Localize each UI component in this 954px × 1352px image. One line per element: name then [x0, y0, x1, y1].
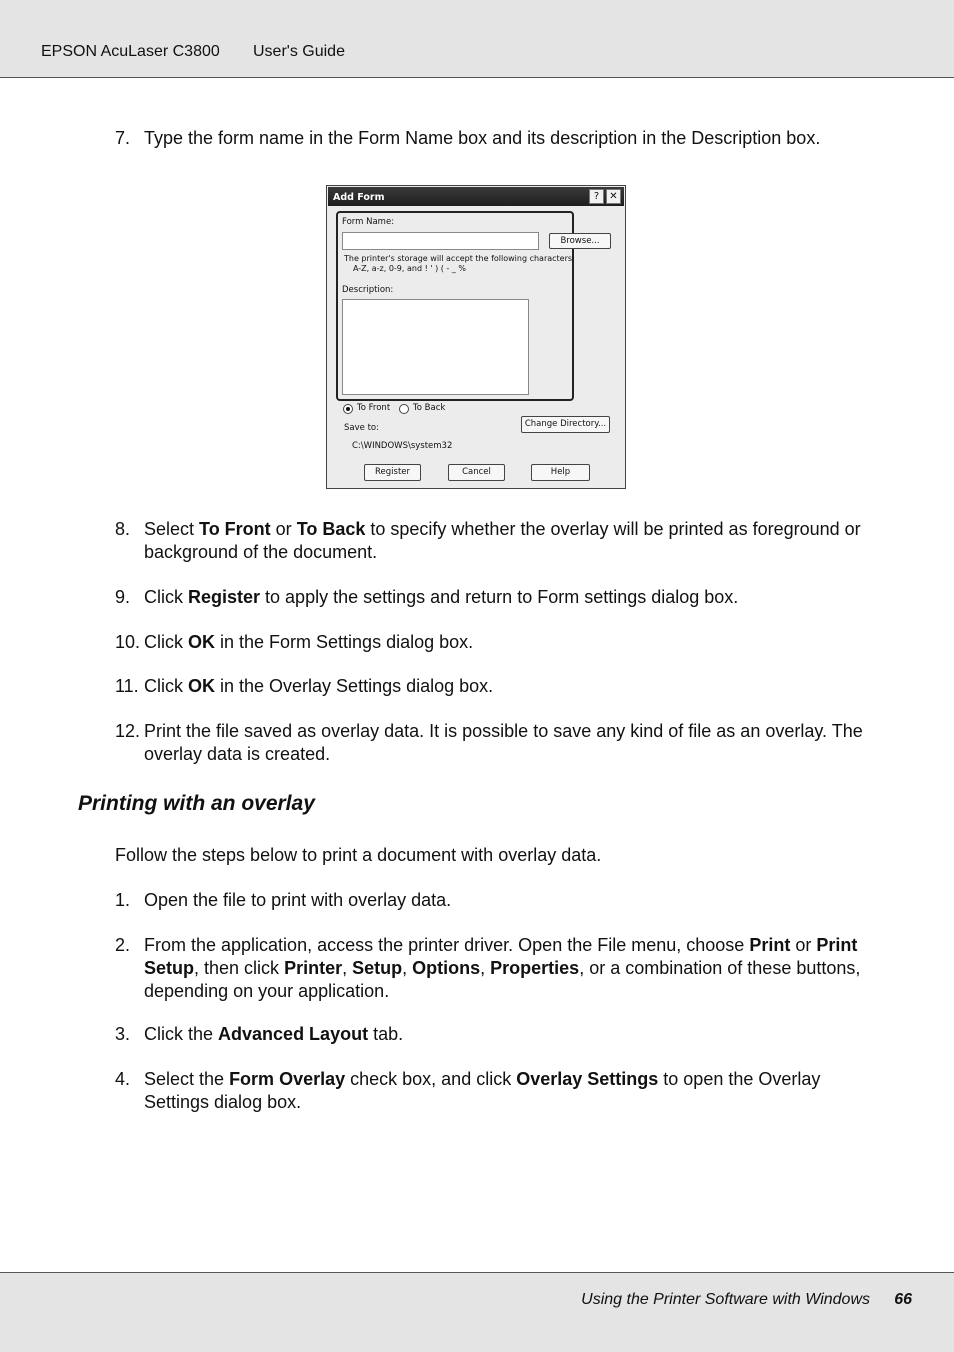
header-product: EPSON AcuLaser C3800: [41, 43, 220, 60]
step-text: [144, 934, 884, 1003]
cancel-button[interactable]: Cancel: [448, 464, 505, 481]
header-guide: User's Guide: [253, 43, 345, 60]
step-text: [144, 1023, 884, 1046]
step-text-run: to apply the settings and return to Form settings dialog box.: [260, 587, 739, 607]
step-number: 12.: [115, 721, 141, 741]
step-text-run: ,: [342, 958, 353, 978]
step-text: [144, 631, 884, 654]
description-label: Description:: [342, 285, 394, 295]
step-text-run: tab.: [368, 1024, 404, 1044]
step-text-run: , then click: [194, 958, 285, 978]
step-number: 2.: [115, 935, 131, 955]
change-directory-button[interactable]: Change Directory...: [521, 416, 610, 433]
bold-term: To Back: [296, 519, 366, 539]
bold-term: Setup: [352, 958, 403, 978]
bold-term: Form Overlay: [229, 1069, 346, 1089]
page-header: [0, 0, 954, 78]
page-number: 66: [894, 1291, 912, 1308]
step-text-run: Print the file saved as overlay data. It is possible to save any kind of file as an overlay. The overlay data is created.: [144, 721, 863, 764]
step-text-run: Type the form name in the Form Name box and its description in the Description box.: [144, 128, 821, 148]
step-text-run: to open the Overlay Settings dialog box.: [144, 1069, 821, 1112]
step-number: 9.: [115, 587, 131, 607]
add-form-dialog: [326, 185, 626, 489]
to-back-label: To Back: [413, 403, 446, 413]
step-text-run: ,: [480, 958, 491, 978]
step-text-run: Click: [144, 676, 188, 696]
to-front-label: To Front: [357, 403, 391, 413]
to-back-radio[interactable]: [399, 404, 409, 414]
page-footer: [0, 1272, 954, 1352]
help-icon[interactable]: ?: [589, 189, 604, 204]
dialog-titlebar: [328, 187, 624, 206]
bold-term: OK: [188, 632, 215, 652]
dialog-title: Add Form: [333, 192, 385, 203]
bold-term: Options: [412, 958, 481, 978]
to-front-radio[interactable]: [343, 404, 353, 414]
step-text: [144, 127, 884, 150]
step-number: 1.: [115, 890, 131, 910]
chars-note-line2: A-Z, a-z, 0-9, and ! ' ) ( - _ %: [353, 264, 466, 273]
step-text-run: Click the: [144, 1024, 219, 1044]
step-text-run: ,: [402, 958, 413, 978]
save-to-path: C:\WINDOWS\system32: [352, 441, 453, 451]
browse-button[interactable]: Browse...: [549, 233, 611, 249]
step-number: 4.: [115, 1069, 131, 1089]
step-number: 10.: [115, 632, 141, 652]
step-text-run: to specify whether the overlay will be printed as foreground or background of the document.: [144, 519, 861, 562]
step-number: 3.: [115, 1024, 131, 1044]
save-to-label: Save to:: [344, 423, 379, 433]
step-text: [144, 586, 884, 609]
register-button[interactable]: Register: [364, 464, 421, 481]
step-text-run: , or a combination of these buttons, depending on your application.: [144, 958, 861, 1001]
bold-term: Advanced Layout: [218, 1024, 369, 1044]
bold-term: To Front: [199, 519, 271, 539]
step-number: 11.: [115, 676, 139, 696]
step-number: 8.: [115, 519, 131, 539]
bold-term: Printer: [284, 958, 343, 978]
step-text-run: in the Form Settings dialog box.: [215, 632, 474, 652]
help-button[interactable]: Help: [531, 464, 590, 481]
step-text-run: Click: [144, 587, 188, 607]
footer-section: Using the Printer Software with Windows: [581, 1291, 870, 1308]
section-heading: Printing with an overlay: [78, 792, 315, 815]
step-text: [144, 720, 884, 766]
step-text-run: Select: [144, 519, 200, 539]
step-text-run: check box, and click: [345, 1069, 517, 1089]
bold-term: Overlay Settings: [516, 1069, 659, 1089]
form-name-input[interactable]: [342, 232, 539, 250]
step-text-run: Select the: [144, 1069, 230, 1089]
close-icon[interactable]: ✕: [606, 189, 621, 204]
bold-term: Print Setup: [144, 935, 858, 978]
step-text-run: From the application, access the printer driver. Open the File menu, choose: [144, 935, 750, 955]
bold-term: Print: [749, 935, 791, 955]
step-text-run: Open the file to print with overlay data.: [144, 890, 452, 910]
bold-term: Register: [188, 587, 261, 607]
step-text: [144, 675, 884, 698]
step-text: [144, 518, 884, 564]
bold-term: Properties: [490, 958, 580, 978]
bold-term: OK: [188, 676, 215, 696]
description-textarea[interactable]: [342, 299, 529, 395]
form-name-label: Form Name:: [342, 217, 395, 227]
step-text: [144, 889, 884, 912]
step-number: 7.: [115, 128, 131, 148]
step-text-run: in the Overlay Settings dialog box.: [215, 676, 494, 696]
step-text-run: or: [270, 519, 297, 539]
step-text-run: or: [790, 935, 817, 955]
step-text: [144, 1068, 884, 1114]
chars-note-line1: The printer's storage will accept the following characters:: [344, 254, 575, 263]
intro-paragraph: Follow the steps below to print a document with overlay data.: [115, 845, 602, 865]
step-text-run: Click: [144, 632, 188, 652]
